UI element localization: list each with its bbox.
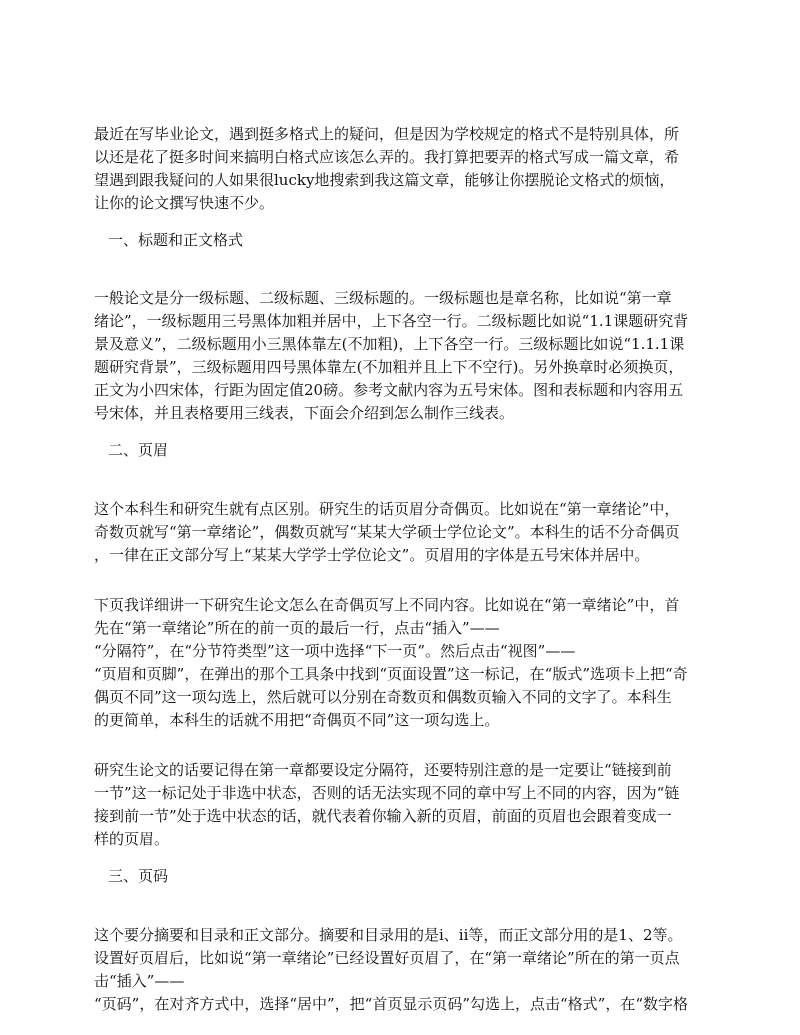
text-line: 让你的论文撰写快速不少。 <box>94 194 275 212</box>
text-line: 偶页不同”这一项勾选上，然后就可以分别在奇数页和偶数页输入不同的文字了。本科生 <box>94 688 672 706</box>
section-2-paragraph-3 <box>94 759 716 851</box>
text-line: 研究生论文的话要记得在第一章都要设定分隔符，还要特别注意的是一定要让“链接到前 <box>94 761 672 779</box>
section-heading-1: 一、标题和正文格式 <box>108 231 244 249</box>
section-1-paragraph <box>94 287 716 425</box>
text-line: 奇数页就写“第一章绪论”，偶数页就写“某某大学硕士学位论文”。本科生的话不分奇偶页 <box>94 523 680 541</box>
section-3-paragraph <box>94 924 716 1016</box>
document-page <box>94 123 716 1016</box>
text-line: “页眉和页脚”，在弹出的那个工具条中找到“页面设置”这一标记，在“版式”选项卡上把“奇 <box>94 665 688 683</box>
intro-paragraph <box>94 123 716 215</box>
text-line: 号宋体，并且表格要用三线表，下面会介绍到怎么制作三线表。 <box>94 404 515 422</box>
text-line: 最近在写毕业论文，遇到挺多格式上的疑问，但是因为学校规定的格式不是特别具体，所 <box>94 125 680 143</box>
text-line: 一般论文是分一级标题、二级标题、三级标题的。一级标题也是章名称，比如说“第一章 <box>94 289 672 307</box>
text-line: 以还是花了挺多时间来搞明白格式应该怎么弄的。我打算把要弄的格式写成一篇文章，希 <box>94 148 680 166</box>
section-2-paragraph-1 <box>94 498 716 567</box>
section-heading-3: 三、页码 <box>108 867 169 885</box>
text-line: 样的页眉。 <box>94 830 170 848</box>
text-line: 下页我详细讲一下研究生论文怎么在奇偶页写上不同内容。比如说在“第一章绪论”中，首 <box>94 596 680 614</box>
text-line: ，一律在正文部分写上“某某大学学士学位论文”。页眉用的字体是五号宋体并居中。 <box>94 546 650 564</box>
section-heading-2: 二、页眉 <box>108 441 169 459</box>
text-line: 的更简单，本科生的话就不用把“奇偶页不同”这一项勾选上。 <box>94 711 500 729</box>
text-line: 一节”这一标记处于非选中状态，否则的话无法实现不同的章中写上不同的内容，因为“链 <box>94 784 680 802</box>
text-line: 这个本科生和研究生就有点区别。研究生的话页眉分奇偶页。比如说在“第一章绪论”中， <box>94 500 680 518</box>
text-line: 击“插入”—— <box>94 972 185 990</box>
text-line: 这个要分摘要和目录和正文部分。摘要和目录用的是i、ii等，而正文部分用的是1、2等。 <box>94 926 683 944</box>
section-2-paragraph-2 <box>94 594 716 732</box>
text-line: 设置好页眉后，比如说“第一章绪论”已经设置好页眉了，在“第一章绪论”所在的第一页点 <box>94 949 680 967</box>
text-line: 望遇到跟我疑问的人如果很lucky地搜索到我这篇文章，能够让你摆脱论文格式的烦恼， <box>94 171 675 189</box>
text-line: 正文为小四宋体，行距为固定值20磅。参考文献内容为五号宋体。图和表标题和内容用五 <box>94 381 684 399</box>
text-line: 题研究背景”，三级标题用四号黑体靠左(不加粗并且上下不空行)。另外换章时必须换页， <box>94 358 684 376</box>
text-line: 绪论”，一级标题用三号黑体加粗并居中，上下各空一行。二级标题比如说“1.1课题研究背 <box>94 312 689 330</box>
text-line: “分隔符”，在“分节符类型”这一项中选择“下一页”。然后点击“视图”—— <box>94 642 576 660</box>
text-line: 接到前一节”处于选中状态的话，就代表着你输入新的页眉，前面的页眉也会跟着变成一 <box>94 807 672 825</box>
text-line: 景及意义”，二级标题用小三黑体靠左(不加粗)，上下各空一行。三级标题比如说“1.1.1课 <box>94 335 685 353</box>
text-line: “页码”，在对齐方式中，选择“居中”，把“首页显示页码”勾选上，点击“格式”，在“数字格 <box>94 995 689 1013</box>
text-line: 先在“第一章绪论”所在的前一页的最后一行，点击“插入”—— <box>94 619 500 637</box>
